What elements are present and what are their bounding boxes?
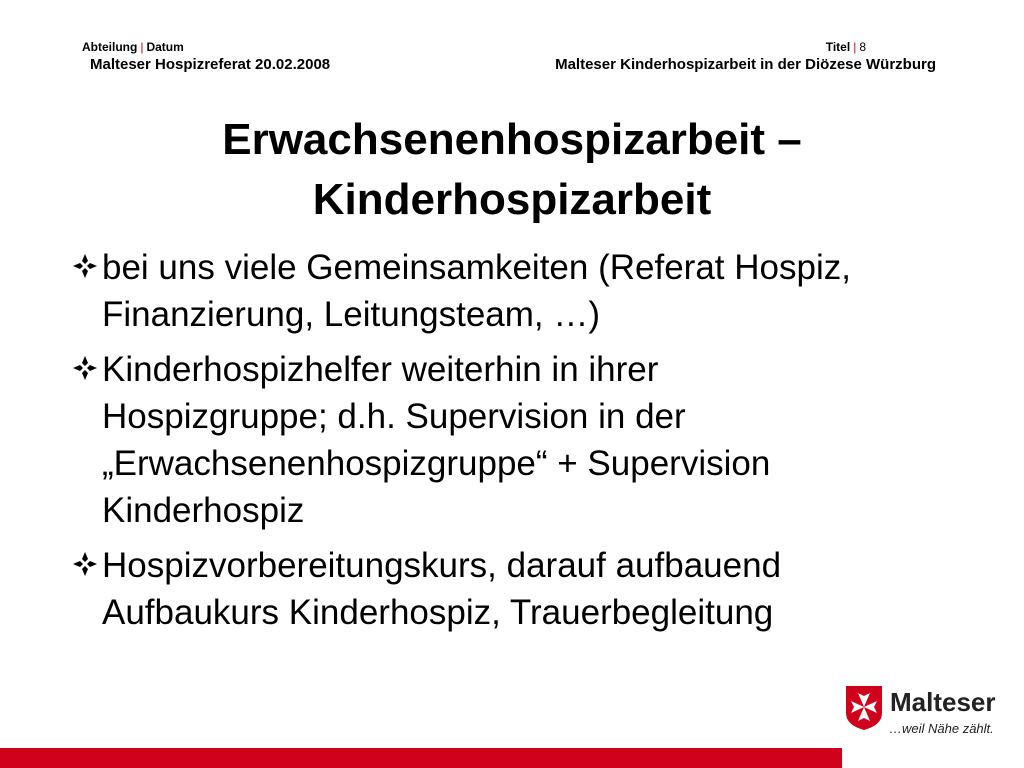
bullet-item — [72, 346, 972, 534]
malteser-logo — [845, 685, 1015, 745]
bullet-line: Kinderhospizhelfer weiterhin in ihrer — [102, 350, 659, 389]
diamond-star-icon — [72, 551, 98, 577]
footer-accent-bar — [0, 748, 842, 768]
bullet-line: bei uns viele Gemeinsamkeiten (Referat Hospiz, — [102, 248, 851, 287]
bullet-list — [72, 244, 972, 644]
header-department-date-label — [82, 40, 184, 54]
header-department-date-value: Malteser Hospizreferat 20.02.2008 — [90, 56, 331, 73]
diamond-star-icon — [72, 253, 98, 279]
department-label: Abteilung — [82, 40, 138, 54]
logo-name: Malteser — [890, 687, 996, 717]
slide-title-line2: Kinderhospizarbeit — [312, 175, 712, 224]
header-title-value: Malteser Kinderhospizarbeit in der Diözese Würzburg — [555, 56, 936, 73]
page-number: 8 — [859, 40, 866, 54]
maltese-cross-shield-icon — [845, 685, 883, 731]
bullet-line: Aufbaukurs Kinderhospiz, Trauerbegleitung — [102, 593, 774, 632]
slide-title-line1: Erwachsenenhospizarbeit – — [222, 115, 802, 164]
logo-tagline: …weil Nähe zählt. — [889, 721, 994, 736]
bullet-item — [72, 244, 972, 338]
bullet-line: „Erwachsenenhospizgruppe“ + Supervision — [102, 444, 771, 483]
bullet-line: Hospizvorbereitungskurs, darauf aufbauend — [102, 546, 782, 585]
bullet-line: Finanzierung, Leitungsteam, …) — [102, 295, 601, 334]
diamond-star-icon — [72, 355, 98, 381]
date-label: Datum — [146, 40, 184, 54]
header-separator: | — [853, 40, 857, 54]
bullet-line: Kinderhospiz — [102, 491, 305, 530]
slide-title — [0, 110, 1024, 230]
header-separator: | — [140, 40, 144, 54]
bullet-item — [72, 542, 972, 636]
title-label: Titel — [825, 40, 851, 54]
header-title-page-label — [826, 40, 866, 54]
bullet-line: Hospizgruppe; d.h. Supervision in der — [102, 397, 686, 436]
